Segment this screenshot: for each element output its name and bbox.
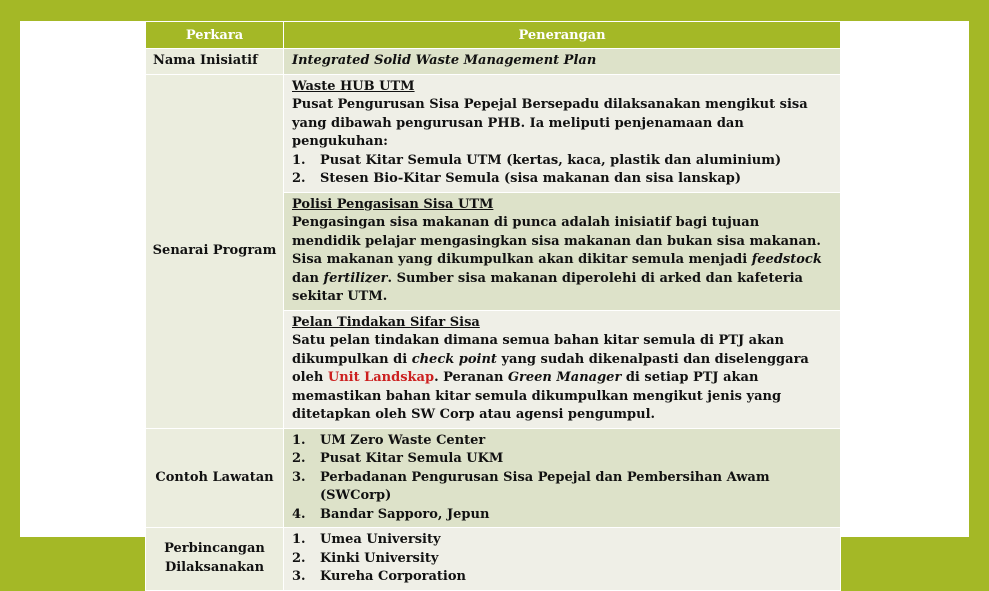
slide xyxy=(20,21,969,584)
list-item: 2. Kinki University xyxy=(292,550,439,566)
list-item: 3. Perbadanan Pengurusan Sisa Pepejal dan Pembersihan Awam (SWCorp) xyxy=(292,469,770,503)
label-nama-inisiatif: Nama Inisiatif xyxy=(146,49,284,75)
list-item: 1. Umea University xyxy=(292,532,441,547)
header-perkara: Perkara xyxy=(146,22,284,49)
unit-landskap-highlight: Unit Landskap xyxy=(327,370,435,385)
header-row xyxy=(146,22,841,49)
perbincangan-list xyxy=(292,531,832,587)
pelan-text: Satu pelan tindakan dimana semua bahan kitar semula di PTJ akan dikumpulkan di check point yang sudah dikenalpasti dan diselenggara oleh Unit Landskap. Peranan Green Manager di setiap PTJ akan memastikan bahan kitar semula dikumpulkan mengikut jenis yang ditetapkan oleh SW Corp atau agensi pengumpul. xyxy=(292,333,809,422)
waste-hub-text: Pusat Pengurusan Sisa Pepejal Bersepadu dilaksanakan mengikut sisa yang dibawah pengurusan PHB. Ia meliputi penjenamaan dan pengukuhan: xyxy=(292,97,808,149)
polisi-block xyxy=(284,193,840,310)
list-item: 2. Pusat Kitar Semula UKM xyxy=(292,451,504,466)
label-senarai-program: Senarai Program xyxy=(146,74,284,428)
pelan-title: Pelan Tindakan Sifar Sisa xyxy=(292,314,480,330)
value-nama-inisiatif: Integrated Solid Waste Management Plan xyxy=(292,53,597,68)
label-contoh-lawatan: Contoh Lawatan xyxy=(146,428,284,528)
row-perbincangan xyxy=(146,528,841,591)
initiative-table xyxy=(145,21,841,591)
waste-hub-title: Waste HUB UTM xyxy=(292,78,415,94)
pelan-block xyxy=(284,311,840,428)
header-penerangan: Penerangan xyxy=(284,22,841,49)
lawatan-list xyxy=(292,432,832,525)
waste-hub-block xyxy=(284,75,840,192)
list-item: 4. Bandar Sapporo, Jepun xyxy=(292,506,490,522)
label-perbincangan: Perbincangan Dilaksanakan xyxy=(146,528,284,591)
polisi-title: Polisi Pengasisan Sisa UTM xyxy=(292,196,494,212)
row-contoh-lawatan xyxy=(146,428,841,528)
list-item: 1. Pusat Kitar Semula UTM (kertas, kaca, plastik dan aluminium) xyxy=(292,152,782,168)
row-nama-inisiatif xyxy=(146,49,841,75)
list-item: 1. UM Zero Waste Center xyxy=(292,432,486,448)
row-program-waste-hub xyxy=(146,74,841,192)
list-item: 2. Stesen Bio-Kitar Semula (sisa makanan dan sisa lanskap) xyxy=(292,171,741,186)
polisi-text: Pengasingan sisa makanan di punca adalah inisiatif bagi tujuan mendidik pelajar mengasingkan sisa makanan dan bukan sisa makanan. Sisa makanan yang dikumpulkan akan dikitar semula menjadi feedstock dan fertilizer. Sumber sisa makanan diperolehi di arked dan kafeteria sekitar UTM. xyxy=(292,215,822,304)
list-item: 3. Kureha Corporation xyxy=(292,569,466,584)
waste-hub-list xyxy=(292,152,832,189)
